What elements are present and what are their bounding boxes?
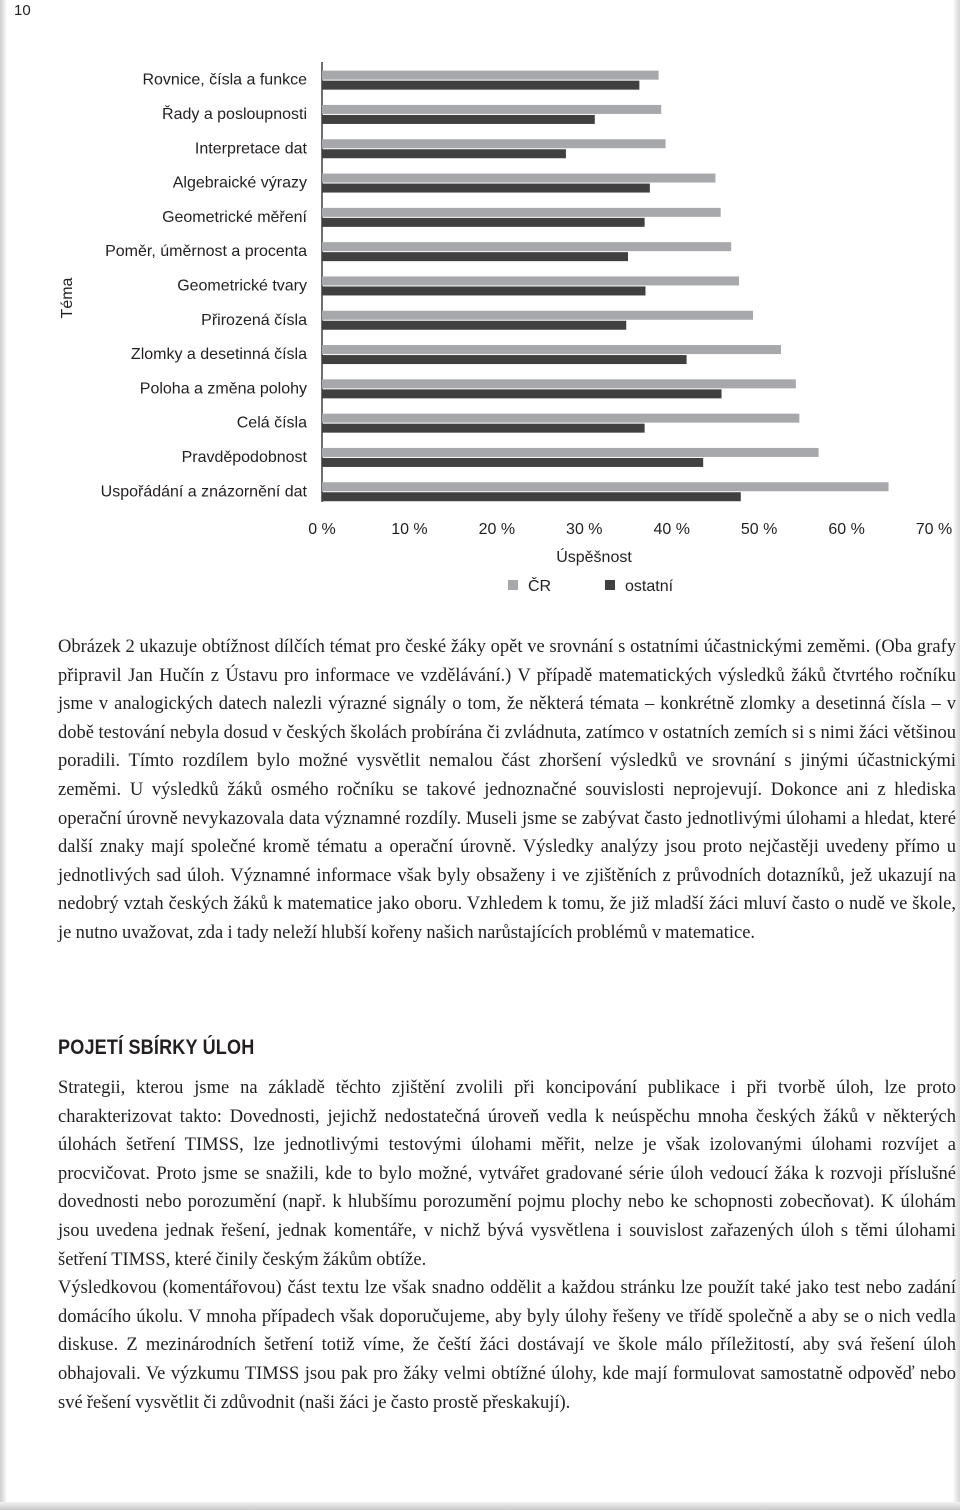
x-axis-ticks [308,521,952,538]
category-label: Algebraické výrazy [172,174,307,192]
legend-label-ostatni: ostatní [625,578,674,595]
category-label: Řady a posloupnosti [162,105,307,123]
page-edge-bottom [0,1502,960,1510]
bar-ostatni [322,492,741,501]
bar-cr [322,414,799,423]
legend-label-cr: ČR [528,578,552,595]
paragraph-2b: Výsledkovou (komentářovou) část textu lze však snadno oddělit a každou stránku lze použít také jako test nebo zadání domácího úkolu. V mnoha případech však doporučujeme, aby byly úlohy řešeny ve třídě společně a aby se o nich vedla diskuse. Z mezinárodních šetření totiž víme, že čeští žáci dostávají ve škole málo příležitostí, aby svá řešení úloh obhajovali. Ve výzkumu TIMSS jsou pak pro žáky velmi obtížné úlohy, kde mají formulovat samostatně odpověď nebo své řešení vysvětlit či zdůvodnit (naši žáci je často prostě přeskakují). [58,1278,956,1413]
bar-ostatni [322,286,645,295]
body-text-block-2 [58,1074,956,1417]
category-label: Zlomky a desetinná čísla [130,346,307,364]
bar-cr [322,139,666,148]
bar-cr [322,242,731,251]
x-tick-label: 20 % [478,521,516,538]
category-label: Poměr, úměrnost a procenta [105,243,307,261]
category-label: Přirozená čísla [201,311,307,329]
x-axis-title: Úspěšnost [556,549,632,566]
bar-cr [322,276,739,285]
bar-ostatni [322,355,687,364]
bar-ostatni [322,218,645,227]
category-label: Interpretace dat [194,140,307,158]
category-labels [101,72,308,501]
bar-cr [322,105,661,114]
x-tick-label: 60 % [828,521,865,538]
x-tick-label: 50 % [740,521,778,538]
x-tick-label: 30 % [566,521,603,538]
category-label: Pravděpodobnost [181,448,307,466]
category-label: Geometrické měření [162,208,307,226]
paragraph-1: Obrázek 2 ukazuje obtížnost dílčích témat pro české žáky opět ve srovnání s ostatními účastnickými zeměmi. (Oba grafy připravil Jan Hučín z Ústavu pro informace ve vzdělávání.) V případě matematických výsledků žáků čtvrtého ročníku jsme v analogických datech nalezli výrazné signály o tom, že některá témata – konkrétně zlomky a desetinná čísla – v době testování nebyla dosud v českých školách probírána či zvládnuta, zatímco v ostatních zemích si s nimi žáci většinou poradili. Tímto rozdílem bylo možné vysvětlit nemalou část zhoršení výsledků ve srovnání s jinými účastnickými zeměmi. U výsledků žáků osmého ročníku se takové jednoznačné souvislosti neprojevují. Dokonce ani z hlediska operační úrovně nevykazovala data významné rozdíly. Museli jsme se zabývat často jednotlivými úlohami a hledat, které další znaky mají společné kromě tématu a operační úrovně. Výsledky analýzy jsou proto nejčastěji uvedeny přímo u jednotlivých sad úloh. Významné informace však byly obsaženy i ve zjištěních z průvodních dotazníků, jež ukazují na nedobrý vztah českých žáků k matematice jako oboru. Vzhledem k tomu, že již mladší žáci mluví často o nudě ve škole, je nutno uvažovat, zda i tady neleží hlubší kořeny našich narůstajících problémů v matematice. [58,637,956,943]
legend [508,576,674,595]
section-heading: POJETÍ SBÍRKY ÚLOH [58,1036,255,1059]
x-tick-label: 0 % [308,521,336,538]
bar-ostatni [322,115,595,124]
y-axis-title: Téma [59,277,76,319]
bar-cr [322,311,753,320]
legend-swatch-ostatni [605,580,615,590]
x-tick-label: 40 % [653,521,690,538]
bar-ostatni [322,252,628,261]
bars [322,71,889,502]
bar-cr [322,482,889,491]
category-label: Celá čísla [236,414,307,432]
paragraph-2a: Strategii, kterou jsme na základě těchto zjištění zvolili při koncipování publikace i při tvorbě úloh, lze proto charakterizovat takto: Dovednosti, jejichž nedostatečná úroveň vedla k neúspěchu mnoha českých žáků v některých úlohách šetření TIMSS, lze jednotlivými testovými úlohami měřit, nelze je však izolovanými úlohami rozvíjet a procvičovat. Proto jsme se snažili, kde to bylo možné, vytvářet gradované série úloh vedoucí žáka k rozvoji příslušné dovednosti nebo porozumění (např. k hlubšímu porozumění pojmu plochy nebo ke schopnosti zobecňovat). K úlohám jsou uvedena jednak řešení, jednak komentáře, v nichž bývá vysvětlena i souvislost zařazených úloh s těmi úlohami šetření TIMSS, které činily českým žákům obtíže. [58,1078,956,1270]
bar-ostatni [322,184,650,193]
bar-ostatni [322,149,566,158]
x-tick-label: 10 % [391,521,428,538]
category-label: Poloha a změna polohy [139,380,307,398]
bar-cr [322,71,659,80]
x-tick-label: 70 % [915,521,953,538]
legend-swatch-cr [508,580,518,590]
bar-cr [322,174,715,183]
category-label: Rovnice, čísla a funkce [142,71,307,89]
bar-cr [322,208,721,217]
bar-ostatni [322,424,645,433]
bar-ostatni [322,81,639,90]
bar-ostatni [322,389,722,398]
category-label: Uspořádání a znázornění dat [100,483,307,501]
topic-success-bar-chart [0,50,960,610]
bar-ostatni [322,458,703,467]
category-label: Geometrické tvary [177,277,307,295]
bar-ostatni [322,321,626,330]
body-text-block-1 [58,633,956,948]
bar-cr [322,448,819,457]
page-number: 10 [14,2,31,19]
bar-cr [322,379,796,388]
bar-cr [322,345,781,354]
